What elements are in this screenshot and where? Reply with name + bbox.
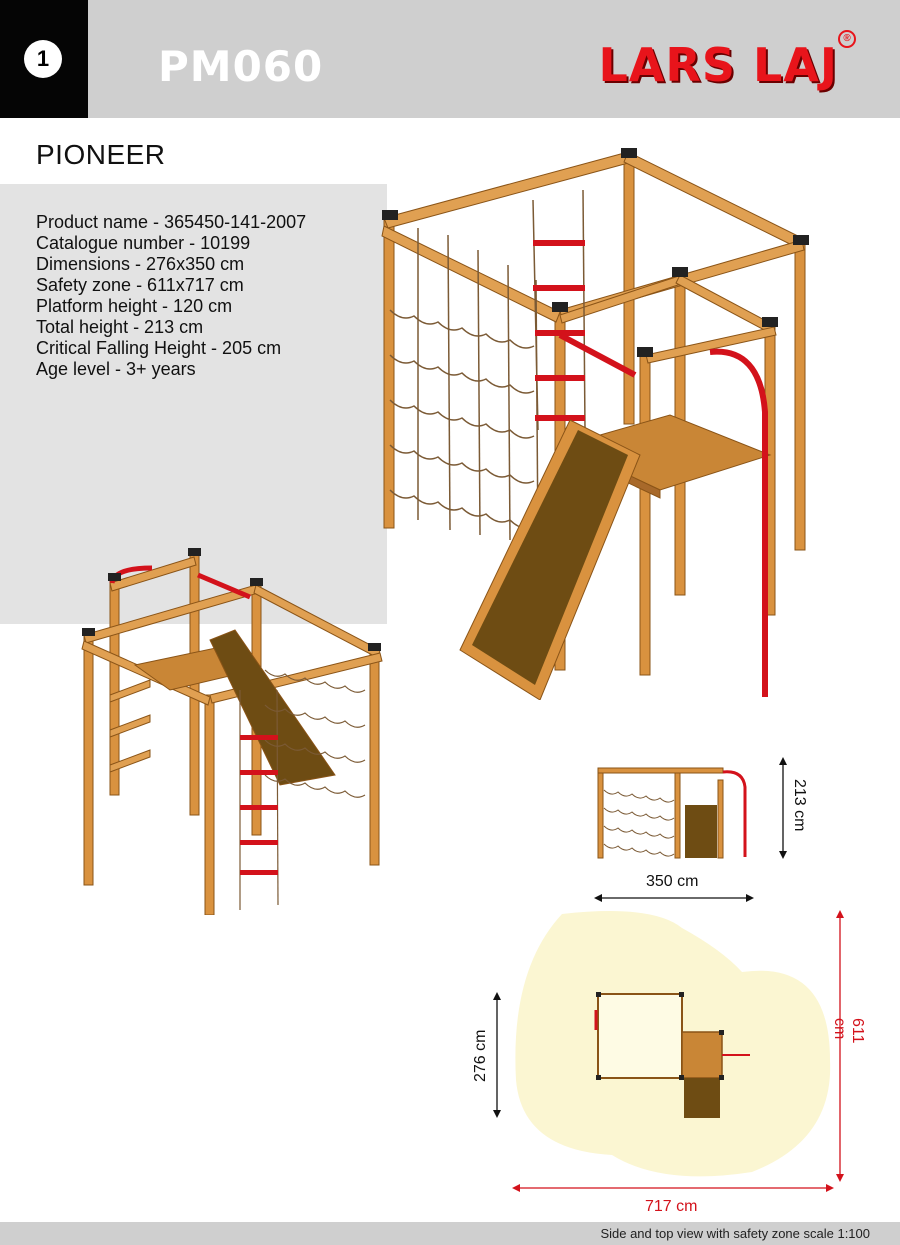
spec-age-level: Age level - 3+ years xyxy=(36,359,196,379)
zone-width-arrow xyxy=(512,1180,834,1196)
registered-mark: ® xyxy=(838,30,856,48)
spec-platform-height: Platform height - 120 cm xyxy=(36,296,233,316)
height-dimension-label: 213 cm xyxy=(791,779,808,832)
header-bar xyxy=(0,0,900,118)
spec-safety-zone: Safety zone - 611x717 cm xyxy=(36,275,244,295)
depth-dimension-arrow xyxy=(489,992,505,1118)
sheet-number: 1 xyxy=(24,40,62,78)
side-view-drawing xyxy=(590,760,760,865)
spec-product-name: Product name - 365450-141-2007 xyxy=(36,212,307,232)
product-title: PIONEER xyxy=(36,139,166,170)
footer-bar xyxy=(0,1222,900,1245)
spec-dimensions: Dimensions - 276x350 cm xyxy=(36,254,245,274)
depth-dimension-label: 276 cm xyxy=(472,1029,489,1082)
playset-illustration-small xyxy=(80,545,395,915)
spec-list xyxy=(36,212,306,380)
top-view-safety-zone xyxy=(512,910,834,1182)
spec-total-height: Total height - 213 cm xyxy=(36,317,204,337)
brand-logo: LARS LAJ xyxy=(598,38,838,92)
width-dimension-arrow xyxy=(594,890,754,906)
footer-caption: Side and top view with safety zone scale 1:100 xyxy=(600,1226,870,1241)
top-view-frame xyxy=(598,994,682,1078)
playset-illustration-large xyxy=(370,140,830,700)
width-dimension-label: 350 cm xyxy=(646,873,699,890)
spec-critical-falling-height: Critical Falling Height - 205 cm xyxy=(36,338,282,358)
height-dimension-arrow xyxy=(775,757,791,859)
model-code: PM060 xyxy=(158,42,324,91)
zone-height-label: 611 cm xyxy=(831,1018,866,1044)
sheet-number-box xyxy=(0,0,88,118)
zone-width-label: 717 cm xyxy=(645,1198,698,1215)
spec-catalogue-number: Catalogue number - 10199 xyxy=(36,233,251,253)
